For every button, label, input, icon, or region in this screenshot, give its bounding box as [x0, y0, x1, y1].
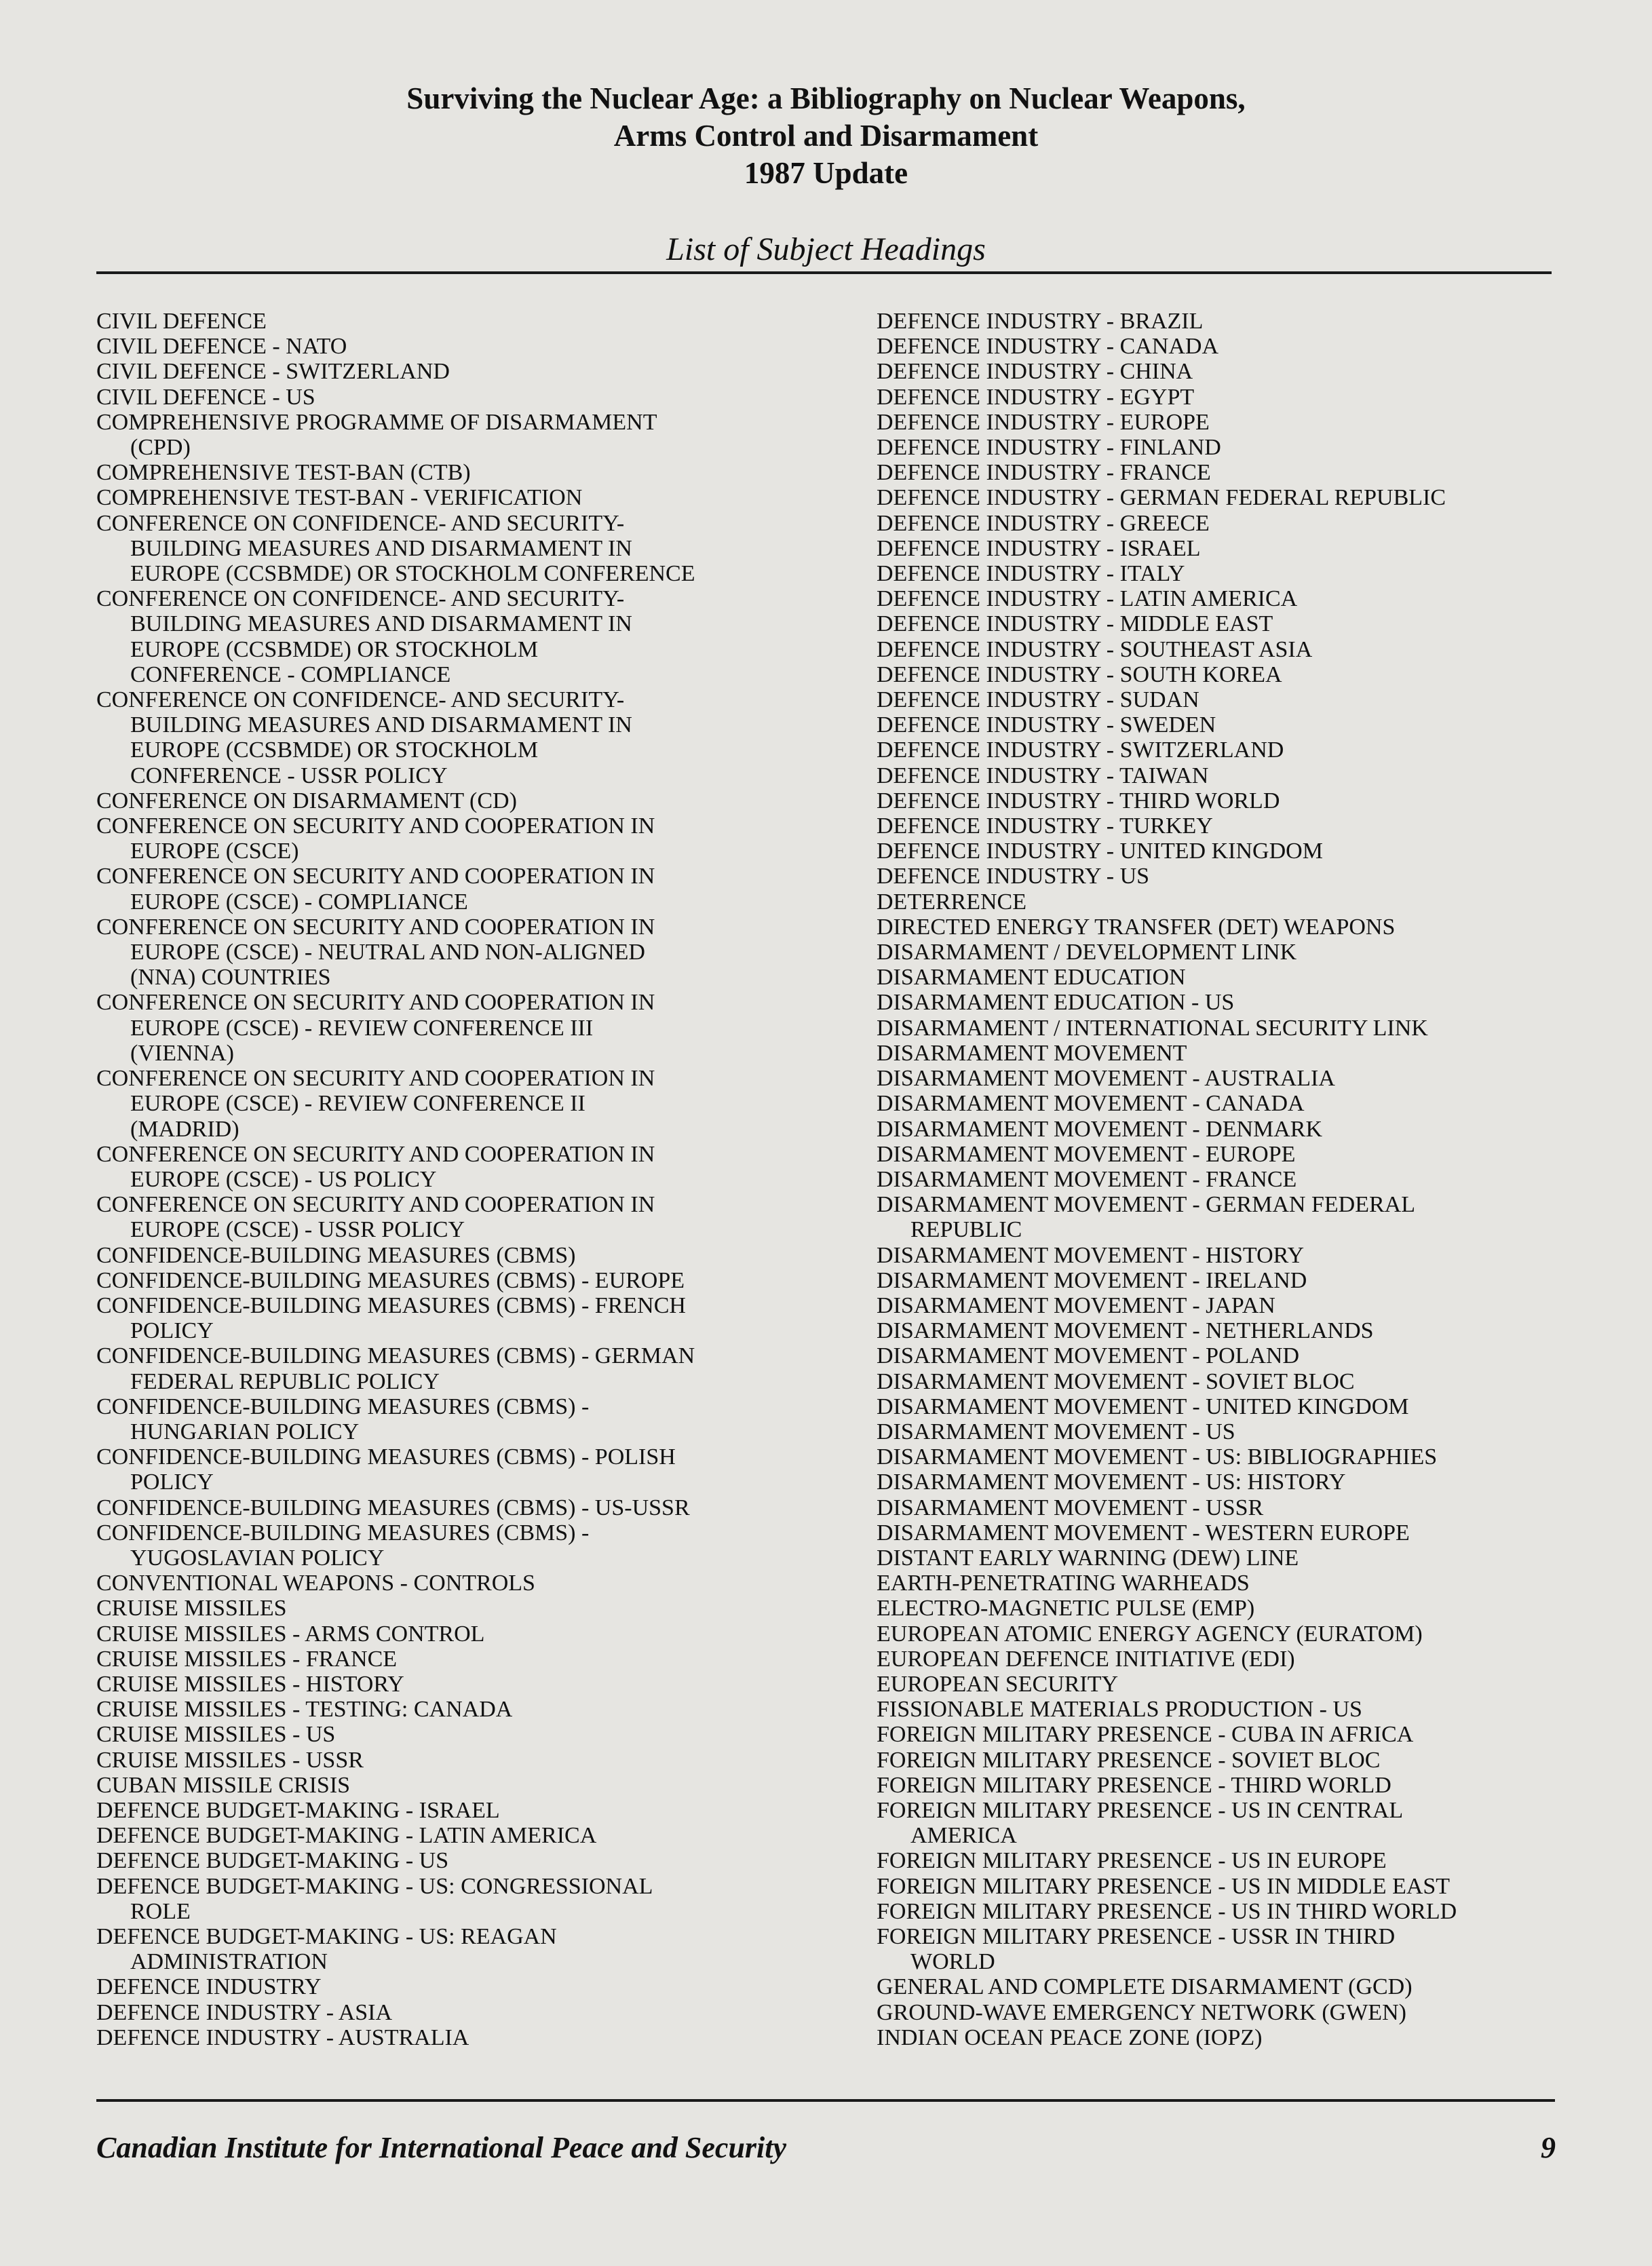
subject-heading-entry	[96, 1848, 877, 1873]
subject-heading-entry	[877, 839, 1555, 864]
page-number: 9	[1541, 2131, 1556, 2164]
heading-continuation: (NNA) COUNTRIES	[130, 965, 331, 991]
heading-text: CRUISE MISSILES - HISTORY	[96, 1671, 404, 1697]
heading-text: DEFENCE BUDGET-MAKING - LATIN AMERICA	[96, 1823, 597, 1849]
subject-heading-entry	[96, 2025, 877, 2050]
subject-heading-entry	[96, 460, 877, 485]
heading-text: DEFENCE INDUSTRY - BRAZIL	[877, 309, 1204, 334]
subject-heading-entry	[877, 611, 1555, 636]
heading-continuation: EUROPE (CCSBMDE) OR STOCKHOLM	[130, 636, 539, 662]
subject-heading-entry	[96, 1142, 877, 1192]
subject-heading-entry	[96, 1394, 877, 1444]
heading-text: COMPREHENSIVE TEST-BAN (CTB)	[96, 460, 471, 486]
heading-text: DEFENCE INDUSTRY - LATIN AMERICA	[877, 586, 1298, 612]
heading-continuation: AMERICA	[910, 1823, 1017, 1849]
subject-heading-entry	[877, 586, 1555, 611]
heading-text: CONFERENCE ON CONFIDENCE- AND SECURITY-	[96, 586, 625, 612]
section-subtitle: List of Subject Headings	[666, 231, 986, 267]
heading-text: FOREIGN MILITARY PRESENCE - US IN CENTRAL	[877, 1797, 1404, 1823]
heading-continuation: EUROPE (CSCE) - COMPLIANCE	[130, 889, 468, 915]
subject-heading-entry	[96, 1293, 877, 1343]
heading-text: CONFIDENCE-BUILDING MEASURES (CBMS) - GERMAN	[96, 1343, 695, 1369]
heading-continuation: ADMINISTRATION	[130, 1949, 328, 1975]
subject-heading-entry	[877, 1041, 1555, 1066]
subject-heading-entry	[96, 410, 877, 460]
subject-heading-entry	[877, 1293, 1555, 1318]
subject-heading-entry	[877, 334, 1555, 359]
heading-text: DEFENCE INDUSTRY - SOUTH KOREA	[877, 661, 1282, 687]
subject-heading-entry	[877, 662, 1555, 687]
subject-heading-entry	[96, 1647, 877, 1672]
subject-heading-entry	[877, 2000, 1555, 2025]
heading-continuation: EUROPE (CSCE) - NEUTRAL AND NON-ALIGNED	[130, 940, 645, 965]
heading-text: DISARMAMENT MOVEMENT - EUROPE	[877, 1141, 1296, 1167]
subject-heading-entry	[877, 763, 1555, 788]
heading-text: DISARMAMENT EDUCATION	[877, 965, 1186, 991]
subject-heading-entry	[877, 1545, 1555, 1571]
heading-text: CONFIDENCE-BUILDING MEASURES (CBMS) - FRENCH	[96, 1292, 686, 1318]
heading-text: DEFENCE INDUSTRY - TURKEY	[877, 813, 1213, 839]
heading-continuation: (VIENNA)	[130, 1040, 234, 1066]
subject-heading-entry	[877, 1672, 1555, 1697]
subject-heading-entry	[877, 385, 1555, 410]
heading-text: FOREIGN MILITARY PRESENCE - USSR IN THIRD	[877, 1924, 1396, 1949]
subject-heading-entry	[877, 1091, 1555, 1116]
subject-heading-entry	[877, 1874, 1555, 1899]
subject-heading-entry	[96, 1672, 877, 1697]
heading-text: DEFENCE INDUSTRY	[96, 1974, 322, 2000]
subject-heading-entry	[877, 1394, 1555, 1419]
subject-heading-entry	[877, 915, 1555, 940]
subject-heading-entry	[877, 1419, 1555, 1444]
heading-text: DEFENCE INDUSTRY - FINLAND	[877, 435, 1221, 461]
heading-text: CRUISE MISSILES - TESTING: CANADA	[96, 1697, 513, 1723]
subject-heading-entry	[96, 1596, 877, 1621]
subject-heading-entry	[877, 737, 1555, 763]
subject-heading-entry	[877, 990, 1555, 1015]
heading-text: DISARMAMENT EDUCATION - US	[877, 990, 1235, 1016]
heading-continuation: EUROPE (CSCE) - REVIEW CONFERENCE III	[130, 1015, 594, 1041]
subject-heading-entry	[877, 1520, 1555, 1545]
subject-heading-entry	[96, 1722, 877, 1747]
heading-text: CONFERENCE ON SECURITY AND COOPERATION IN	[96, 1066, 655, 1092]
heading-text: FISSIONABLE MATERIALS PRODUCTION - US	[877, 1697, 1362, 1723]
heading-text: ELECTRO-MAGNETIC PULSE (EMP)	[877, 1596, 1255, 1621]
heading-text: DEFENCE INDUSTRY - FRANCE	[877, 460, 1211, 486]
heading-text: DEFENCE BUDGET-MAKING - US	[96, 1848, 449, 1874]
heading-text: CUBAN MISSILE CRISIS	[96, 1772, 351, 1798]
subject-heading-entry	[877, 712, 1555, 737]
heading-continuation: BUILDING MEASURES AND DISARMAMENT IN	[130, 712, 632, 738]
heading-text: CRUISE MISSILES - US	[96, 1722, 336, 1748]
heading-text: DISARMAMENT MOVEMENT - US: HISTORY	[877, 1470, 1346, 1495]
heading-text: CRUISE MISSILES	[96, 1596, 287, 1621]
subject-heading-entry	[877, 2025, 1555, 2050]
heading-text: EUROPEAN ATOMIC ENERGY AGENCY (EURATOM)	[877, 1621, 1423, 1647]
heading-text: FOREIGN MILITARY PRESENCE - US IN EUROPE	[877, 1848, 1387, 1874]
heading-continuation: CONFERENCE - COMPLIANCE	[130, 661, 451, 687]
heading-continuation: EUROPE (CCSBMDE) OR STOCKHOLM	[130, 737, 539, 763]
subject-heading-entry	[96, 334, 877, 359]
subject-heading-entry	[877, 1697, 1555, 1722]
subject-heading-entry	[96, 813, 877, 864]
subject-heading-entry	[96, 1268, 877, 1293]
heading-continuation: POLICY	[130, 1318, 214, 1344]
subject-heading-entry	[96, 511, 877, 587]
heading-continuation: BUILDING MEASURES AND DISARMAMENT IN	[130, 611, 632, 637]
heading-text: CRUISE MISSILES - USSR	[96, 1747, 364, 1773]
subject-heading-entry	[96, 1874, 877, 1924]
subject-heading-entry	[96, 1520, 877, 1571]
heading-text: CONFERENCE ON DISARMAMENT (CD)	[96, 788, 517, 813]
heading-text: CRUISE MISSILES - FRANCE	[96, 1646, 398, 1672]
heading-text: CONFIDENCE-BUILDING MEASURES (CBMS) - POLISH	[96, 1444, 676, 1470]
subject-heading-entry	[96, 687, 877, 788]
heading-text: DIRECTED ENERGY TRANSFER (DET) WEAPONS	[877, 914, 1396, 940]
heading-text: DISARMAMENT MOVEMENT - GERMAN FEDERAL	[877, 1192, 1415, 1218]
bottom-divider	[96, 2099, 1555, 2102]
heading-text: FOREIGN MILITARY PRESENCE - SOVIET BLOC	[877, 1747, 1381, 1773]
heading-text: INDIAN OCEAN PEACE ZONE (IOPZ)	[877, 2024, 1263, 2050]
heading-text: DEFENCE INDUSTRY - UNITED KINGDOM	[877, 839, 1323, 864]
heading-text: DISARMAMENT MOVEMENT - HISTORY	[877, 1242, 1304, 1268]
heading-text: DISARMAMENT MOVEMENT - FRANCE	[877, 1166, 1297, 1192]
subject-heading-entry	[877, 1621, 1555, 1647]
subject-heading-entry	[877, 410, 1555, 435]
subject-heading-entry	[877, 485, 1555, 510]
heading-text: DISARMAMENT / DEVELOPMENT LINK	[877, 940, 1297, 965]
heading-text: DISARMAMENT MOVEMENT	[877, 1040, 1187, 1066]
top-divider	[96, 271, 1552, 274]
subject-heading-entry	[96, 1571, 877, 1596]
left-heading-column	[96, 309, 877, 2050]
subject-heading-entry	[877, 1495, 1555, 1520]
subject-heading-entry	[877, 940, 1555, 965]
heading-continuation: EUROPE (CSCE) - USSR POLICY	[130, 1217, 465, 1243]
heading-text: DEFENCE INDUSTRY - GREECE	[877, 510, 1210, 536]
heading-text: CONFERENCE ON SECURITY AND COOPERATION IN	[96, 1192, 655, 1218]
heading-text: CONFIDENCE-BUILDING MEASURES (CBMS) - US-USSR	[96, 1495, 690, 1520]
heading-text: COMPREHENSIVE TEST-BAN - VERIFICATION	[96, 485, 583, 511]
subject-heading-entry	[877, 1444, 1555, 1470]
subject-heading-entry	[96, 1974, 877, 1999]
subject-heading-entry	[877, 1899, 1555, 1924]
heading-text: DEFENCE INDUSTRY - EUROPE	[877, 409, 1210, 435]
heading-continuation: EUROPE (CCSBMDE) OR STOCKHOLM CONFERENCE	[130, 561, 695, 587]
subject-heading-entry	[877, 435, 1555, 460]
subject-heading-entry	[877, 637, 1555, 662]
heading-text: CIVIL DEFENCE	[96, 309, 267, 334]
subject-heading-entry	[877, 1243, 1555, 1268]
heading-text: DEFENCE INDUSTRY - TAIWAN	[877, 763, 1209, 788]
subject-heading-entry	[96, 1798, 877, 1823]
subject-heading-entry	[877, 813, 1555, 839]
subject-heading-entry	[96, 1066, 877, 1142]
heading-text: FOREIGN MILITARY PRESENCE - CUBA IN AFRICA	[877, 1722, 1414, 1748]
heading-text: DISARMAMENT MOVEMENT - JAPAN	[877, 1292, 1275, 1318]
heading-text: DISARMAMENT / INTERNATIONAL SECURITY LINK	[877, 1015, 1428, 1041]
publisher-name: Canadian Institute for International Peace and Security	[96, 2131, 787, 2164]
heading-text: DEFENCE INDUSTRY - SUDAN	[877, 687, 1199, 713]
subject-heading-entry	[877, 1066, 1555, 1091]
subject-heading-entry	[877, 1848, 1555, 1873]
subject-heading-entry	[96, 1621, 877, 1647]
subject-heading-entry	[877, 889, 1555, 915]
heading-text: FOREIGN MILITARY PRESENCE - US IN THIRD WORLD	[877, 1898, 1457, 1924]
heading-text: CONFERENCE ON SECURITY AND COOPERATION IN	[96, 813, 655, 839]
heading-text: CONFERENCE ON CONFIDENCE- AND SECURITY-	[96, 687, 625, 713]
subject-heading-entry	[877, 1318, 1555, 1343]
heading-text: DEFENCE INDUSTRY - ITALY	[877, 561, 1185, 587]
subject-heading-entry	[877, 1142, 1555, 1167]
subject-heading-entry	[96, 586, 877, 687]
subject-heading-entry	[96, 1924, 877, 1974]
subject-heading-entry	[877, 309, 1555, 334]
heading-text: DISARMAMENT MOVEMENT - DENMARK	[877, 1116, 1323, 1142]
subject-heading-entry	[96, 1773, 877, 1798]
heading-text: DISARMAMENT MOVEMENT - CANADA	[877, 1091, 1305, 1117]
subject-heading-entry	[96, 309, 877, 334]
heading-text: GENERAL AND COMPLETE DISARMAMENT (GCD)	[877, 1974, 1413, 2000]
subject-heading-entry	[877, 1798, 1555, 1848]
heading-continuation: (MADRID)	[130, 1116, 239, 1142]
subject-heading-entry	[877, 1117, 1555, 1142]
heading-continuation: EUROPE (CSCE) - US POLICY	[130, 1166, 437, 1192]
subject-heading-entry	[96, 1444, 877, 1495]
subject-heading-entry	[96, 485, 877, 510]
subject-heading-entry	[96, 385, 877, 410]
subject-heading-entry	[877, 359, 1555, 384]
subject-heading-entry	[96, 359, 877, 384]
subject-heading-entry	[877, 1343, 1555, 1368]
heading-text: CONFIDENCE-BUILDING MEASURES (CBMS)	[96, 1242, 576, 1268]
subject-heading-entry	[877, 536, 1555, 561]
heading-text: DISTANT EARLY WARNING (DEW) LINE	[877, 1545, 1299, 1571]
subject-heading-entry	[96, 864, 877, 914]
subject-heading-entry	[877, 1924, 1555, 1974]
document-title	[0, 80, 1652, 192]
heading-text: DEFENCE INDUSTRY - MIDDLE EAST	[877, 611, 1273, 637]
heading-text: DETERRENCE	[877, 889, 1026, 915]
heading-text: CIVIL DEFENCE - NATO	[96, 334, 347, 360]
heading-text: DEFENCE BUDGET-MAKING - US: REAGAN	[96, 1924, 557, 1949]
heading-continuation: WORLD	[910, 1949, 995, 1975]
title-line-2: Arms Control and Disarmament	[613, 119, 1039, 153]
heading-continuation: YUGOSLAVIAN POLICY	[130, 1545, 385, 1571]
heading-text: COMPREHENSIVE PROGRAMME OF DISARMAMENT	[96, 409, 657, 435]
heading-text: FOREIGN MILITARY PRESENCE - US IN MIDDLE EAST	[877, 1873, 1451, 1899]
subject-heading-entry	[96, 2000, 877, 2025]
heading-text: EUROPEAN DEFENCE INITIATIVE (EDI)	[877, 1646, 1295, 1672]
heading-text: EARTH-PENETRATING WARHEADS	[877, 1571, 1250, 1596]
heading-text: DISARMAMENT MOVEMENT - US: BIBLIOGRAPHIES	[877, 1444, 1438, 1470]
subject-heading-entry	[96, 1495, 877, 1520]
heading-text: DEFENCE INDUSTRY - GERMAN FEDERAL REPUBLIC	[877, 485, 1446, 511]
heading-text: FOREIGN MILITARY PRESENCE - THIRD WORLD	[877, 1772, 1391, 1798]
heading-text: DEFENCE INDUSTRY - US	[877, 864, 1150, 889]
subject-heading-entry	[96, 990, 877, 1066]
title-line-1: Surviving the Nuclear Age: a Bibliography on Nuclear Weapons,	[406, 81, 1246, 115]
heading-text: DISARMAMENT MOVEMENT - WESTERN EUROPE	[877, 1520, 1410, 1545]
subject-heading-entry	[96, 788, 877, 813]
subject-heading-entry	[877, 561, 1555, 586]
heading-text: DEFENCE BUDGET-MAKING - US: CONGRESSIONAL	[96, 1873, 653, 1899]
subject-heading-entry	[877, 1748, 1555, 1773]
subject-heading-entry	[877, 1647, 1555, 1672]
heading-continuation: (CPD)	[130, 435, 191, 461]
heading-text: DISARMAMENT MOVEMENT - USSR	[877, 1495, 1264, 1520]
heading-text: DISARMAMENT MOVEMENT - US	[877, 1419, 1235, 1444]
heading-continuation: POLICY	[130, 1470, 214, 1495]
subject-heading-entry	[877, 460, 1555, 485]
heading-text: GROUND-WAVE EMERGENCY NETWORK (GWEN)	[877, 1999, 1406, 2025]
subject-heading-entry	[877, 1773, 1555, 1798]
subject-heading-entry	[96, 1192, 877, 1242]
subject-heading-entry	[877, 1571, 1555, 1596]
heading-text: DEFENCE INDUSTRY - ISRAEL	[877, 535, 1201, 561]
heading-text: CONFERENCE ON SECURITY AND COOPERATION IN	[96, 990, 655, 1016]
subject-heading-entry	[96, 1823, 877, 1848]
heading-text: DISARMAMENT MOVEMENT - SOVIET BLOC	[877, 1368, 1355, 1394]
heading-text: DISARMAMENT MOVEMENT - IRELAND	[877, 1267, 1307, 1293]
heading-text: DEFENCE INDUSTRY - THIRD WORLD	[877, 788, 1280, 813]
heading-text: CONFERENCE ON SECURITY AND COOPERATION IN	[96, 864, 655, 889]
heading-text: CIVIL DEFENCE - SWITZERLAND	[96, 359, 450, 385]
subject-heading-entry	[877, 1596, 1555, 1621]
heading-text: DEFENCE INDUSTRY - SOUTHEAST ASIA	[877, 636, 1313, 662]
heading-continuation: REPUBLIC	[910, 1217, 1022, 1243]
subject-heading-entry	[877, 1268, 1555, 1293]
subject-heading-entry	[877, 511, 1555, 536]
subject-heading-entry	[877, 788, 1555, 813]
subject-heading-entry	[877, 1974, 1555, 1999]
heading-text: CONFERENCE ON SECURITY AND COOPERATION IN	[96, 1141, 655, 1167]
subject-heading-entry	[877, 1722, 1555, 1747]
subject-heading-entry	[877, 1167, 1555, 1192]
heading-text: DEFENCE INDUSTRY - CHINA	[877, 359, 1193, 385]
subject-heading-entry	[96, 1748, 877, 1773]
heading-continuation: HUNGARIAN POLICY	[130, 1419, 360, 1444]
heading-text: DEFENCE INDUSTRY - AUSTRALIA	[96, 2024, 469, 2050]
subject-heading-entry	[877, 1016, 1555, 1041]
heading-continuation: BUILDING MEASURES AND DISARMAMENT IN	[130, 535, 632, 561]
heading-text: CONFERENCE ON SECURITY AND COOPERATION IN	[96, 914, 655, 940]
subject-heading-entry	[96, 915, 877, 991]
heading-text: CIVIL DEFENCE - US	[96, 384, 315, 410]
heading-text: DISARMAMENT MOVEMENT - AUSTRALIA	[877, 1066, 1335, 1092]
subject-heading-entry	[877, 1192, 1555, 1242]
heading-text: DISARMAMENT MOVEMENT - UNITED KINGDOM	[877, 1394, 1409, 1419]
heading-text: CONFIDENCE-BUILDING MEASURES (CBMS) -	[96, 1520, 590, 1545]
heading-text: CONFIDENCE-BUILDING MEASURES (CBMS) -	[96, 1394, 590, 1419]
subject-heading-entry	[877, 1369, 1555, 1394]
heading-text: CRUISE MISSILES - ARMS CONTROL	[96, 1621, 485, 1647]
subject-heading-entry	[96, 1343, 877, 1394]
heading-text: DEFENCE INDUSTRY - SWEDEN	[877, 712, 1216, 738]
heading-continuation: CONFERENCE - USSR POLICY	[130, 763, 448, 788]
subject-heading-entry	[96, 1243, 877, 1268]
heading-text: CONVENTIONAL WEAPONS - CONTROLS	[96, 1571, 535, 1596]
subject-heading-entry	[877, 965, 1555, 990]
heading-text: DISARMAMENT MOVEMENT - NETHERLANDS	[877, 1318, 1374, 1344]
subject-heading-entry	[877, 687, 1555, 712]
heading-text: CONFERENCE ON CONFIDENCE- AND SECURITY-	[96, 510, 625, 536]
heading-text: CONFIDENCE-BUILDING MEASURES (CBMS) - EUROPE	[96, 1267, 685, 1293]
title-line-3: 1987 Update	[744, 156, 908, 190]
heading-continuation: FEDERAL REPUBLIC POLICY	[130, 1368, 440, 1394]
heading-text: DISARMAMENT MOVEMENT - POLAND	[877, 1343, 1300, 1369]
heading-text: DEFENCE INDUSTRY - CANADA	[877, 334, 1219, 360]
heading-continuation: EUROPE (CSCE) - REVIEW CONFERENCE II	[130, 1091, 585, 1117]
heading-continuation: ROLE	[130, 1898, 191, 1924]
right-heading-column	[877, 309, 1555, 2050]
heading-text: DEFENCE INDUSTRY - ASIA	[96, 1999, 393, 2025]
subject-heading-entry	[877, 864, 1555, 889]
subject-heading-entry	[96, 1697, 877, 1722]
heading-text: EUROPEAN SECURITY	[877, 1671, 1119, 1697]
heading-text: DEFENCE INDUSTRY - EGYPT	[877, 384, 1195, 410]
heading-text: DEFENCE INDUSTRY - SWITZERLAND	[877, 737, 1284, 763]
heading-continuation: EUROPE (CSCE)	[130, 839, 299, 864]
heading-text: DEFENCE BUDGET-MAKING - ISRAEL	[96, 1797, 500, 1823]
subject-heading-entry	[877, 1470, 1555, 1495]
